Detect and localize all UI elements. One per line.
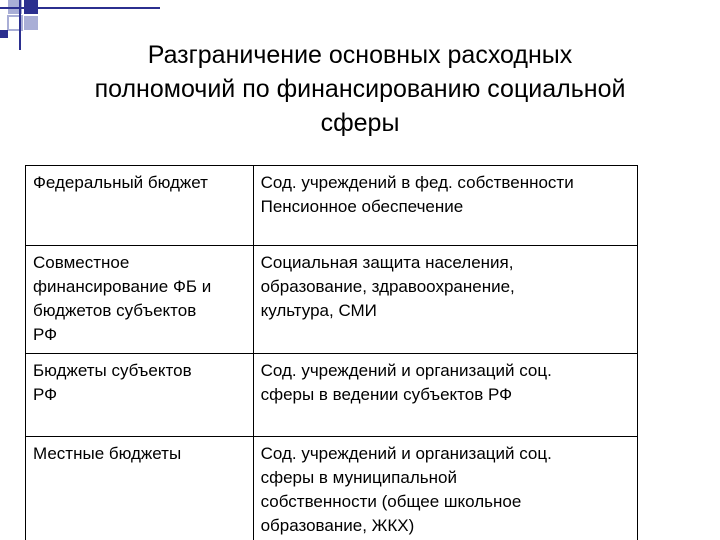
table-cell-budget	[26, 166, 254, 246]
table-cell-budget	[26, 437, 254, 540]
slide-title	[40, 38, 680, 140]
title-line: Разграничение основных расходных	[147, 41, 573, 69]
table-cell-budget	[26, 246, 254, 354]
table-row	[26, 166, 638, 246]
cell-line: бюджетов субъектов	[33, 301, 197, 320]
cell-line: образование, здравоохранение,	[260, 277, 515, 296]
cell-line: Совместное	[33, 253, 130, 272]
table-row	[26, 354, 638, 437]
cell-line: финансирование ФБ и	[33, 277, 212, 296]
cell-line: Федеральный бюджет	[33, 173, 208, 192]
cell-line: Бюджеты субъектов	[33, 361, 192, 380]
deco-square	[24, 16, 38, 30]
cell-line: РФ	[33, 385, 58, 404]
cell-line: Социальная защита населения,	[260, 253, 514, 272]
cell-line: Сод. учреждений и организаций соц.	[260, 361, 552, 380]
cell-line: Местные бюджеты	[33, 444, 182, 463]
title-line: полномочий по финансированию социальной	[94, 75, 626, 103]
cell-line: собственности (общее школьное	[260, 492, 522, 511]
table-cell-expenses	[253, 166, 637, 246]
cell-line: сферы в ведении субъектов РФ	[260, 385, 513, 404]
responsibilities-table	[25, 165, 638, 540]
cell-line: Сод. учреждений в фед. собственности	[260, 173, 574, 192]
title-line: сферы	[320, 109, 400, 137]
table-row	[26, 246, 638, 354]
cell-line: культура, СМИ	[260, 301, 377, 320]
table-cell-budget	[26, 354, 254, 437]
cell-line: РФ	[33, 325, 58, 344]
table-cell-expenses	[253, 354, 637, 437]
deco-square	[0, 30, 8, 38]
cell-line: сферы в муниципальной	[260, 468, 457, 487]
table-cell-expenses	[253, 437, 637, 540]
table-cell-expenses	[253, 246, 637, 354]
table-row	[26, 437, 638, 540]
cell-line: образование, ЖКХ)	[260, 516, 415, 535]
cell-line: Пенсионное обеспечение	[260, 197, 464, 216]
cell-line: Сод. учреждений и организаций соц.	[260, 444, 552, 463]
